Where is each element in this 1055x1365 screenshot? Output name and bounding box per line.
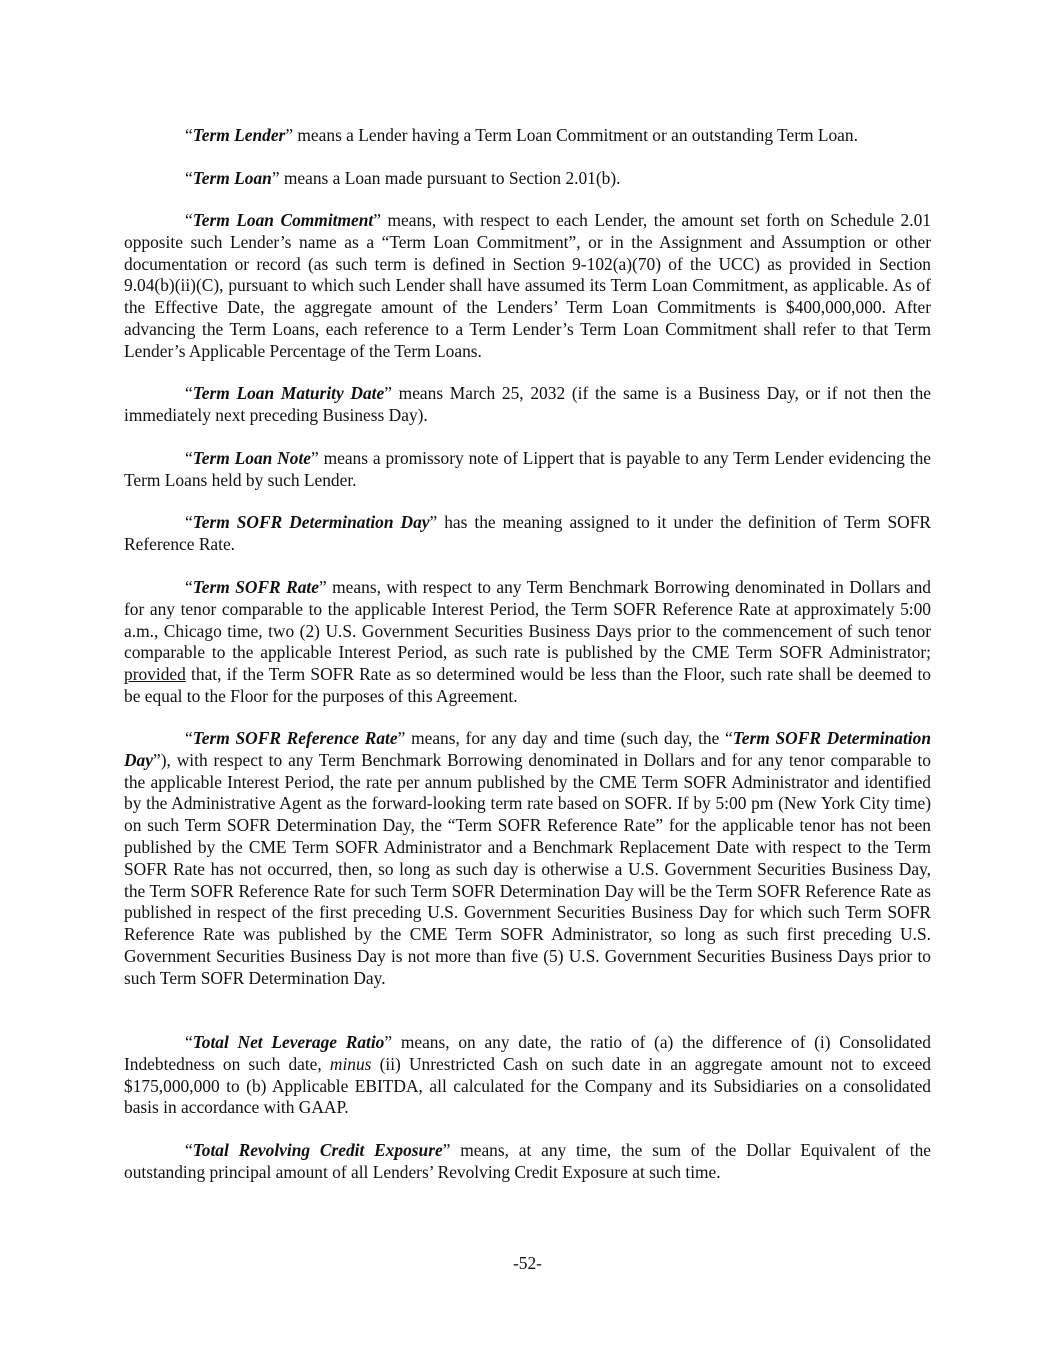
definition-text: means March 25, 2032 (if the same is a Business Day, or if not then the immediately next preceding Business Day). [124, 383, 931, 425]
definition-text: means a Loan made pursuant to Section 2.01(b). [279, 168, 621, 188]
definition-text-continued: (ii) Unrestricted Cash on such date in an aggregate amount not to exceed $175,000,000 to (b) Applicable EBITDA, all calculated for the Company and its Subsidiaries on a consolidated basis in accordance with GAAP. [124, 1053, 932, 1118]
definition-term-sofr-rate: “Term SOFR Rate” means, with respect to any Term Benchmark Borrowing denominated in Dollars and for any tenor comparable to the applicable Interest Period, the Term SOFR Reference Rate at approximately 5:00 a.m., Chicago time, two (2) U.S. Government Securities Business Days prior to the commencement of such tenor comparable to the applicable Interest Period, as such rate is published by the CME Term SOFR Administrator; provided that, if the Term SOFR Rate as so determined would be less than the Floor, such rate shall be deemed to be equal to the Floor for the purposes of this Agreement. [124, 577, 932, 706]
definition-text-continued: ”), with respect to any Term Benchmark Borrowing denominated in Dollars and for any tenor comparable to the applicable Interest Period, the rate per annum published by the CME Term SOFR Administrator and identified by the Administrative Agent as the forward-looking term rate based on SOFR. If by 5:00 pm (New York City time) on such Term SOFR Determination Day, the “Term SOFR Reference Rate” for the applicable tenor has not been published by the CME Term SOFR Administrator and a Benchmark Replacement Date with respect to the Term SOFR Rate has not occurred, then, so long as such day is otherwise a U.S. Government Securities Business Day, the Term SOFR Reference Rate for such Term SOFR Determination Day will be the Term SOFR Reference Rate as published in respect of the first preceding U.S. Government Securities Business Day for which such Term SOFR Reference Rate was published by the CME Term SOFR Administrator, so long as such first preceding U.S. Government Securities Business Day is not more than five (5) U.S. Government Securities Business Days prior to such Term SOFR Determination Day. [124, 749, 931, 988]
definition-term-loan-note: “Term Loan Note” means a promissory note of Lippert that is payable to any Term Lender evidencing the Term Loans held by such Lender. [124, 448, 931, 490]
defined-term: Term Lender [192, 125, 286, 145]
definition-term-loan: “Term Loan” means a Loan made pursuant to Section 2.01(b). [185, 168, 621, 188]
definition-text: means, for any day and time (such day, the “ [405, 728, 733, 748]
definition-text: means, with respect to any Term Benchmark Borrowing denominated in Dollars and for any tenor comparable to the applicable Interest Period, the Term SOFR Reference Rate at approximately 5:00 a.m., Chicago time, two (2) U.S. Government Securities Business Days prior to the commencement of such tenor comparable to the applicable Interest Period, as such rate is published by the CME Term SOFR Administrator; [124, 577, 932, 663]
definition-total-net-leverage-ratio: “Total Net Leverage Ratio” means, on any date, the ratio of (a) the difference of (i) Consolidated Indebtedness on such date, minus (ii) Unrestricted Cash on such date in an aggregate amount not to exceed $175,000,000 to (b) Applicable EBITDA, all calculated for the Company and its Subsidiaries on a consolidated basis in accordance with GAAP. [124, 1032, 932, 1118]
definition-text: means, at any time, the sum of the Dollar Equivalent of the outstanding principal amount of all Lenders’ Revolving Credit Exposure at such time. [124, 1140, 931, 1182]
defined-term: Term Loan Note [192, 448, 311, 468]
definition-total-revolving-credit-exposure: “Total Revolving Credit Exposure” means, at any time, the sum of the Dollar Equivalent of the outstanding principal amount of all Lenders’ Revolving Credit Exposure at such time. [124, 1140, 931, 1182]
page-number: -52- [513, 1253, 542, 1273]
definition-term-sofr-determination-day: “Term SOFR Determination Day” has the meaning assigned to it under the definition of Term SOFR Reference Rate. [124, 512, 931, 554]
definition-text: means a Lender having a Term Loan Commitment or an outstanding Term Loan. [293, 125, 858, 145]
definition-term-loan-commitment: “Term Loan Commitment” means, with respect to each Lender, the amount set forth on Schedule 2.01 opposite such Lender’s name as a “Term Loan Commitment”, or in the Assignment and Assumption or other documentation or record (as such term is defined in Section 9-102(a)(70) of the UCC) as provided in Section 9.04(b)(ii)(C), pursuant to which such Lender shall have assumed its Term Loan Commitment, as applicable. As of the Effective Date, the aggregate amount of the Lenders’ Term Loan Commitments is $400,000,000. After advancing the Term Loans, each reference to a Term Lender’s Term Loan Commitment shall refer to that Term Lender’s Applicable Percentage of the Term Loans. [124, 210, 931, 361]
defined-term: Total Net Leverage Ratio [192, 1032, 385, 1052]
definition-text: means, with respect to each Lender, the amount set forth on Schedule 2.01 opposite such Lender’s name as a “Term Loan Commitment”, or in the Assignment and Assumption or other documentation or record (as such term is defined in Section 9-102(a)(70) of the UCC) as provided in Section 9.04(b)(ii)(C), pursuant to which such Lender shall have assumed its Term Loan Commitment, as applicable. As of the Effective Date, the aggregate amount of the Lenders’ Term Loan Commitments is $400,000,000. After advancing the Term Loans, each reference to a Term Lender’s Term Loan Commitment shall refer to that Term Lender’s Applicable Percentage of the Term Loans. [124, 210, 931, 361]
defined-term: Term SOFR Rate [192, 577, 319, 597]
definition-term-lender: “Term Lender” means a Lender having a Term Loan Commitment or an outstanding Term Loan. [185, 125, 858, 145]
definition-text: means, on any date, the ratio of (a) the difference of (i) Consolidated Indebtedness on such date, [124, 1032, 931, 1074]
defined-term: Term Loan Maturity Date [192, 383, 385, 403]
definition-text-continued: that, if the Term SOFR Rate as so determined would be less than the Floor, such rate shall be deemed to be equal to the Floor for the purposes of this Agreement. [124, 664, 931, 706]
defined-term: Term SOFR Reference Rate [192, 728, 398, 748]
minus-italic: minus [329, 1053, 372, 1074]
provided-underlined: provided [124, 664, 186, 685]
definition-text: has the meaning assigned to it under the definition of Term SOFR Reference Rate. [124, 512, 931, 554]
inner-defined-term: Term SOFR Determination Day [124, 728, 931, 770]
defined-term: Term Loan Commitment [192, 210, 374, 230]
defined-term: Term SOFR Determination Day [192, 512, 430, 532]
defined-term: Total Revolving Credit Exposure [192, 1140, 443, 1160]
defined-term: Term Loan [192, 168, 272, 188]
definition-text: means a promissory note of Lippert that is payable to any Term Lender evidencing the Term Loans held by such Lender. [124, 448, 931, 490]
definition-term-sofr-reference-rate: “Term SOFR Reference Rate” means, for any day and time (such day, the “Term SOFR Determination Day”), with respect to any Term Benchmark Borrowing denominated in Dollars and for any tenor comparable to the applicable Interest Period, the rate per annum published by the CME Term SOFR Administrator and identified by the Administrative Agent as the forward-looking term rate based on SOFR. If by 5:00 pm (New York City time) on such Term SOFR Determination Day, the “Term SOFR Reference Rate” for the applicable tenor has not been published by the CME Term SOFR Administrator and a Benchmark Replacement Date with respect to the Term SOFR Rate has not occurred, then, so long as such day is otherwise a U.S. Government Securities Business Day, the Term SOFR Reference Rate for such Term SOFR Determination Day will be the Term SOFR Reference Rate as published in respect of the first preceding U.S. Government Securities Business Day for which such Term SOFR Reference Rate was published by the CME Term SOFR Administrator, so long as such first preceding U.S. Government Securities Business Day is not more than five (5) U.S. Government Securities Business Days prior to such Term SOFR Determination Day. [124, 728, 931, 988]
definition-term-loan-maturity-date: “Term Loan Maturity Date” means March 25, 2032 (if the same is a Business Day, or if not then the immediately next preceding Business Day). [124, 383, 931, 425]
